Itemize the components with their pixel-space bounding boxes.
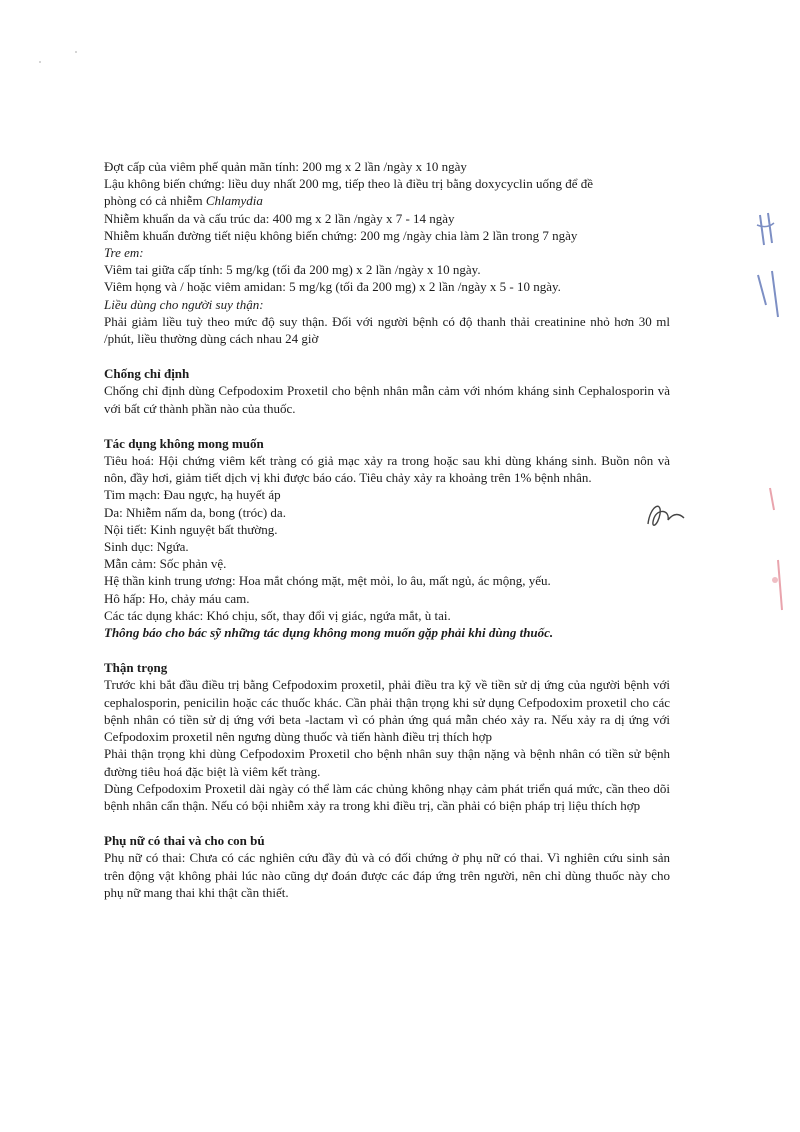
side-effect-line: Hô hấp: Ho, chảy máu cam. <box>104 590 250 606</box>
dosage-line: Lậu không biến chứng: liều duy nhất 200 mg, tiếp theo là điều trị bằng doxycyclin uống để đề <box>104 176 594 192</box>
precautions-paragraph: Trước khi bắt đầu điều trị bằng Cefpodoxim proxetil, phải điều tra kỹ về tiền sử dị ứng của người bệnh với cephalosporin, penicilin hoặc các thuốc khác. Cần phải thận trọng khi sử dụng Cefpodoxim proxetil cho các bệnh nhân có tiền sử dị ứng với beta -lactam vì có phản ứng quá mẫn chéo xảy ra. Nếu xảy ra dị ứng với Cefpodoxim proxetil nên ngưng dùng thuốc và tiến hành điều trị thích hợp <box>104 677 670 745</box>
children-dosage-line: Viêm tai giữa cấp tính: 5 mg/kg (tối đa 200 mg) x 2 lần /ngày x 10 ngày. <box>104 262 481 278</box>
contraindications-heading: Chống chỉ định <box>104 366 190 382</box>
scan-speck <box>30 40 90 70</box>
side-effect-line: Nội tiết: Kinh nguyệt bất thường. <box>104 521 278 537</box>
dosage-line <box>104 192 670 209</box>
side-effects-notice: Thông báo cho bác sỹ những tác dụng không mong muốn gặp phải khi dùng thuốc. <box>104 625 554 641</box>
precautions-heading: Thận trọng <box>104 660 168 676</box>
side-effect-line: Các tác dụng khác: Khó chịu, sốt, thay đổi vị giác, ngứa mắt, ù tai. <box>104 607 451 623</box>
children-label: Tre em: <box>104 245 144 261</box>
side-effect-line: Mẫn cảm: Sốc phản vệ. <box>104 556 227 572</box>
side-effect-line: Da: Nhiễm nấm da, bong (tróc) da. <box>104 504 286 520</box>
renal-dosage-text: Phải giảm liều tuỳ theo mức độ suy thận. Đối với người bệnh có độ thanh thải creatinine nhỏ hơn 30 ml /phút, liều thường dùng cách nhau 24 giờ <box>104 313 670 347</box>
chlamydia-term: Chlamydia <box>205 193 263 209</box>
renal-label: Liều dùng cho người suy thận: <box>104 296 264 312</box>
contraindications-text: Chống chỉ định dùng Cefpodoxim Proxetil cho bệnh nhân mẫn cảm với nhóm kháng sinh Cephalosporin và với bất cứ thành phần nào của thuốc. <box>104 383 670 416</box>
document-body <box>104 158 670 901</box>
precautions-paragraph: Dùng Cefpodoxim Proxetil dài ngày có thể làm các chủng không nhạy cảm phát triển quá mức, cần theo dõi bệnh nhân cẩn thận. Nếu có bội nhiễm xảy ra trong khi điều trị, cần phải có biện pháp trị liệu thích hợp <box>104 780 670 813</box>
side-effect-line: Sinh dục: Ngứa. <box>104 539 189 555</box>
pregnancy-heading: Phụ nữ có thai và cho con bú <box>104 833 265 849</box>
dosage-line-text: phòng có cả nhiễm <box>104 193 206 209</box>
dosage-line: Nhiễm khuẩn da và cấu trúc da: 400 mg x 2 lần /ngày x 7 - 14 ngày <box>104 210 455 226</box>
dosage-line: Đợt cấp của viêm phế quản mãn tính: 200 mg x 2 lần /ngày x 10 ngày <box>104 159 467 174</box>
side-effects-heading: Tác dụng không mong muốn <box>104 435 264 451</box>
dosage-line: Nhiễm khuẩn đường tiết niệu không biến chứng: 200 mg /ngày chia làm 2 lần trong 7 ngày <box>104 227 578 243</box>
children-dosage-line: Viêm họng và / hoặc viêm amidan: 5 mg/kg (tối đa 200 mg) x 2 lần /ngày x 5 - 10 ngày. <box>104 279 561 295</box>
stamp-mark-icon <box>752 205 782 325</box>
pregnancy-text: Phụ nữ có thai: Chưa có các nghiên cứu đầy đủ và có đối chứng ở phụ nữ có thai. Vì nghiên cứu sinh sản trên động vật không phải lúc nào cũng dự đoán được các đáp ứng trên người, nên chỉ dùng thuốc này cho phụ nữ mang thai khi thật cần thiết. <box>104 850 670 900</box>
side-effect-line: Hệ thần kinh trung ương: Hoa mắt chóng mặt, mệt mỏi, lo âu, mất ngủ, ác mộng, yếu. <box>104 573 551 589</box>
red-stamp-mark-icon <box>760 480 790 620</box>
precautions-paragraph: Phải thận trọng khi dùng Cefpodoxim Proxetil cho bệnh nhân suy thận nặng và bệnh nhân có tiền sử bệnh đường tiêu hoá đặc biệt là viêm kết tràng. <box>104 746 670 779</box>
side-effects-intro: Tiêu hoá: Hội chứng viêm kết tràng có giả mạc xảy ra trong hoặc sau khi dùng kháng sinh. Buồn nôn và nôn, đầy hơi, giảm tiết dịch vị khi được báo cáo. Tiêu chảy xảy ra khoảng trên 1% bệnh nhân. <box>104 453 670 486</box>
side-effect-line: Tim mạch: Đau ngực, hạ huyết áp <box>104 487 281 503</box>
